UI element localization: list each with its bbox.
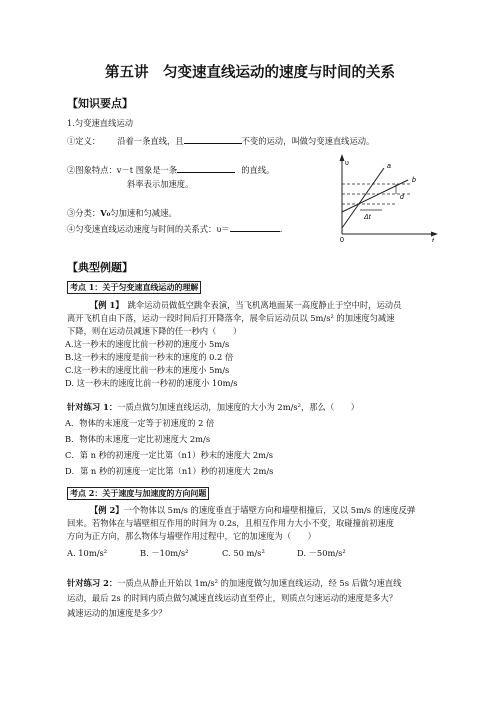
graph-feature-post: 的直线。: [241, 165, 275, 175]
definition-label: ①定义：: [67, 136, 101, 146]
example1-line3: 下降，则在运动员减速下降的任一秒内（ ）: [67, 326, 242, 336]
example2-option-d: D. －50m/s²: [297, 548, 346, 558]
example1-line2: 离开飞机自由下落，运动一段时间后打开降落伞，展伞后运动员以 5m/s² 的加速度匀减速: [67, 313, 395, 323]
example2-text1: 一个物体以 5m/s 的速度垂直于墙壁方向和墙壁相撞后，又以 5m/s 的速度反弹: [123, 505, 416, 515]
classification-v0: V₀: [100, 208, 111, 218]
practice1-option-b: B．物体的末速度一定比初速度大 2m/s: [65, 434, 211, 444]
v-axis-label: υ: [345, 160, 349, 167]
point1-label: 考点 1：关于匀变速直线运动的理解: [67, 281, 201, 294]
formula-v: υ＝: [216, 224, 230, 234]
graph-feature-line: [67, 164, 274, 176]
practice2-tag: 针对练习 2：: [67, 578, 118, 588]
t-axis-arrow: [431, 232, 438, 237]
practice1-option-d: D．第 n 秒的初速度一定比第（n1）秒的初速度大 2m/s: [65, 466, 274, 476]
practice1-option-a: A．物体的末速度一定等于初速度的 2 倍: [65, 418, 215, 428]
example2-option-a: A. 10m/s²: [67, 548, 108, 558]
example1-option-d: D. 这一秒末的速度比前一秒初的速度小 10m/s: [65, 378, 238, 388]
classification-line: [67, 208, 177, 219]
label-b: b: [412, 177, 416, 184]
label-a: a: [387, 163, 391, 170]
example1-option-b: B.这一秒末的速度是前一秒末的速度的 0.2 倍: [65, 352, 234, 362]
example2-line1: [90, 505, 415, 516]
label-delta-t: Δt: [364, 214, 371, 221]
formula-label: ④匀变速直线运动速度与时间的关系式：: [67, 224, 217, 234]
practice2-text1: 一质点从静止开始以 1m/s² 的加速度做匀加速直线运动，经 5s 后做匀速直线: [117, 578, 402, 588]
formula-line: [67, 223, 282, 235]
section-heading-examples: 【典型例题】: [67, 261, 133, 274]
example2-option-b: B. －10m/s²: [140, 548, 189, 558]
practice1-option-c: C．第 n 秒的初速度一定比第（n1）秒末的速度大 2m/s: [65, 450, 274, 460]
formula-period: .: [279, 224, 283, 234]
definition-blank: [184, 135, 242, 144]
formula-blank: [230, 223, 280, 232]
example2-line2: 回来。若物体在与墙壁相互作用的时间为 0.2s，且相互作用力大小不变，取碰撞前初速度: [67, 518, 395, 528]
t-axis-label: t: [432, 238, 434, 242]
classification-label: ③分类：: [67, 208, 101, 218]
v-axis-arrow: [340, 154, 345, 161]
example1-text1: 跳伞运动员做低空跳伞表演，当飞机离地面某一高度静止于空中时，运动员: [127, 300, 402, 310]
classification-text: 匀加速和匀减速。: [110, 208, 177, 218]
graph-feature-blank: [177, 164, 235, 173]
practice2-line3: 减速运动的加速度是多少？: [67, 608, 167, 618]
line-b: [342, 180, 408, 212]
example2-tag: 【例 2】: [90, 505, 124, 515]
graph-feature-pre: ②图象特点：v－t 图象是一条: [67, 165, 178, 175]
definition-line: [67, 135, 374, 147]
knowledge-item-1: 1.匀变速直线运动: [67, 118, 133, 128]
origin-label: 0: [340, 237, 344, 242]
slope-note: 斜率表示加速度。: [127, 179, 194, 189]
example1-tag: 【例 1】: [90, 300, 124, 310]
point2-label: 考点 2：关于速度与加速度的方向问题: [67, 487, 209, 500]
example1-option-a: A.这一秒末的速度比前一秒初的速度小 5m/s: [65, 339, 230, 349]
practice1-tag: 针对练习 1：: [67, 402, 118, 412]
definition-text-pre: 沿着一条直线，且: [117, 136, 184, 146]
practice1-stem: [67, 402, 359, 413]
example1-option-c: C.这一秒末的速度比前一秒末的速度小 5m/s: [65, 365, 230, 375]
example2-option-c: C. 50 m/s²: [222, 548, 265, 558]
practice2-line2: 运动，最后 2s 的时间内质点做匀减速直线运动直至停止，则质点匀速运动的速度是多大？: [67, 593, 398, 603]
page-title: 第五讲 匀变速直线运动的速度与时间的关系: [105, 65, 395, 81]
example1-line1: [90, 300, 401, 311]
section-heading-knowledge: 【知识要点】: [67, 97, 133, 110]
vt-graph-diagram: [330, 150, 442, 242]
label-d: d: [400, 194, 404, 201]
line-a: [342, 168, 384, 228]
practice1-text: 一质点做匀加速直线运动，加速度的大小为 2m/s²，那么（ ）: [117, 402, 360, 412]
definition-text-post: 不变的运动，叫做匀变速直线运动。: [241, 136, 375, 146]
example2-line3: 方向为正方向，那么物体与墙壁作用过程中，它的加速度为（ ）: [67, 531, 316, 541]
practice2-line1: [67, 578, 401, 589]
